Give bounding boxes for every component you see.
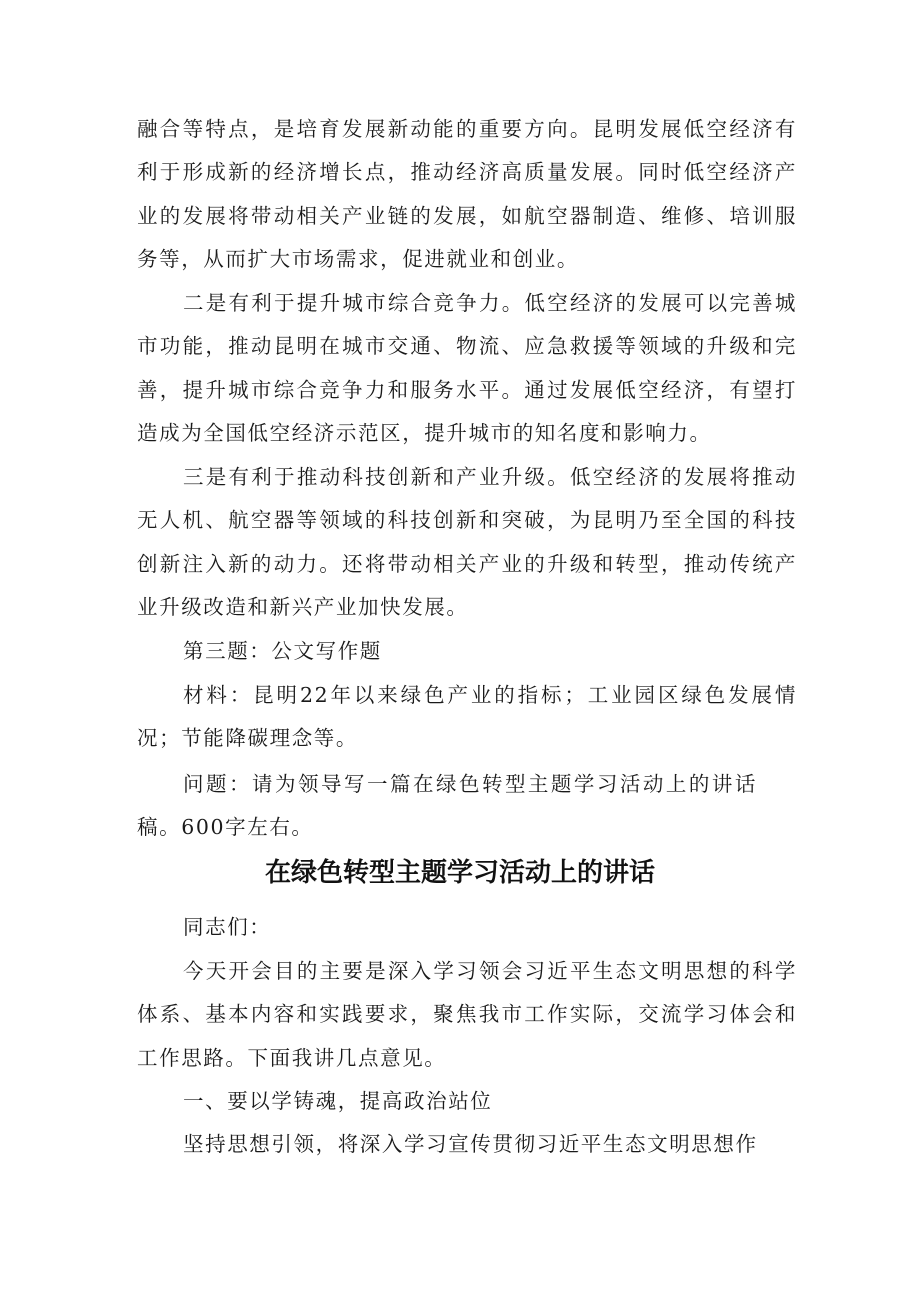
question-paragraph: 问题：请为领导写一篇在绿色转型主题学习活动上的讲话稿。600字左右。 <box>137 772 757 840</box>
speech-title: 在绿色转型主题学习活动上的讲话 <box>264 858 655 888</box>
paragraph-city-competitiveness: 二是有利于提升城市综合竞争力。低空经济的发展可以完善城市功能，推动昆明在城市交通、物流、应急救援等领域的升级和完善，提升城市综合竞争力和服务水平。通过发展低空经济，有望打造成为全国低空经济示范区，提升城市的知名度和影响力。 <box>137 291 797 446</box>
paragraph-low-altitude-economy-growth: 融合等特点，是培育发展新动能的重要方向。昆明发展低空经济有利于形成新的经济增长点，推动经济高质量发展。同时低空经济产业的发展将带动相关产业链的发展，如航空器制造、维修、培训服务等，从而扩大市场需求，促进就业和创业。 <box>137 117 797 272</box>
speech-salutation: 同志们： <box>183 915 272 939</box>
question-three-heading: 第三题：公文写作题 <box>183 639 382 663</box>
speech-intro-paragraph: 今天开会目的主要是深入学习领会习近平生态文明思想的科学体系、基本内容和实践要求，聚焦我市工作实际，交流学习体会和工作思路。下面我讲几点意见。 <box>137 959 797 1070</box>
speech-section-one-paragraph: 坚持思想引领，将深入学习宣传贯彻习近平生态文明思想作 <box>183 1132 758 1156</box>
material-paragraph: 材料：昆明22年以来绿色产业的指标；工业园区绿色发展情况；节能降碳理念等。 <box>137 683 797 751</box>
paragraph-tech-innovation: 三是有利于推动科技创新和产业升级。低空经济的发展将推动无人机、航空器等领域的科技创新和突破，为昆明乃至全国的科技创新注入新的动力。还将带动相关产业的升级和转型，推动传统产业升级改造和新兴产业加快发展。 <box>137 465 797 620</box>
speech-section-one-heading: 一、要以学铸魂，提高政治站位 <box>183 1089 493 1113</box>
